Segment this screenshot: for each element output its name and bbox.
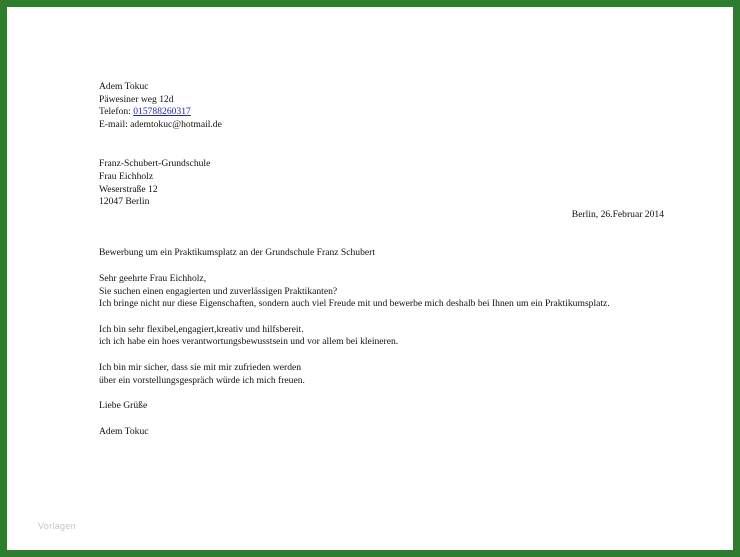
paragraph-line: Sie suchen einen engagierten und zuverlässigen Praktikanten? (99, 285, 338, 297)
sender-email: E-mail: ademtokuc@hotmail.de (99, 118, 222, 130)
recipient-contact: Frau Eichholz (99, 170, 154, 182)
paragraph-line: Ich bin sehr flexibel,engagiert,kreativ und hilfsbereit. (99, 323, 304, 335)
signature: Adem Tokuc (99, 425, 149, 437)
sender-block (99, 81, 664, 131)
spacer (99, 387, 664, 400)
paragraph-line: Ich bringe nicht nur diese Eigenschaften, sondern auch viel Freude mit und bewerbe mich deshalb bei Ihnen um ein Praktikumsplatz. (99, 298, 610, 310)
watermark-text: Vorlagen (38, 521, 76, 531)
sender-name: Adem Tokuc (99, 81, 149, 92)
paragraph-line: ich ich habe ein hoes verantwortungsbewusstsein und vor allem bei kleineren. (99, 336, 399, 348)
sender-street: Päwesiner weg 12d (99, 93, 174, 105)
spacer (99, 131, 664, 158)
spacer (99, 413, 664, 426)
spacer (99, 311, 664, 324)
paragraph-1 (99, 286, 664, 311)
spacer (99, 221, 664, 247)
letter-body (99, 81, 664, 438)
recipient-city: 12047 Berlin (99, 196, 150, 208)
paragraph-line: Ich bin mir sicher, dass sie mit mir zufrieden werden (99, 361, 302, 373)
salutation: Sehr geehrte Frau Eichholz, (99, 272, 207, 284)
paragraph-line: über ein vorstellungsgespräch würde ich mich freuen. (99, 374, 305, 386)
spacer (99, 260, 664, 273)
spacer (99, 349, 664, 362)
recipient-street: Weserstraße 12 (99, 183, 158, 195)
letter-date: Berlin, 26.Februar 2014 (571, 208, 664, 220)
sender-phone-line (99, 106, 664, 119)
recipient-block (99, 158, 664, 208)
closing: Liebe Grüße (99, 400, 148, 412)
paragraph-2 (99, 324, 664, 349)
paragraph-3 (99, 362, 664, 387)
letter-subject: Bewerbung um ein Praktikumsplatz an der Grundschule Franz Schubert (99, 247, 376, 259)
sender-phone-label: Telefon: (99, 106, 134, 118)
sender-phone-link[interactable]: 015788260317 (133, 106, 191, 118)
recipient-school: Franz-Schubert-Grundschule (99, 158, 211, 170)
